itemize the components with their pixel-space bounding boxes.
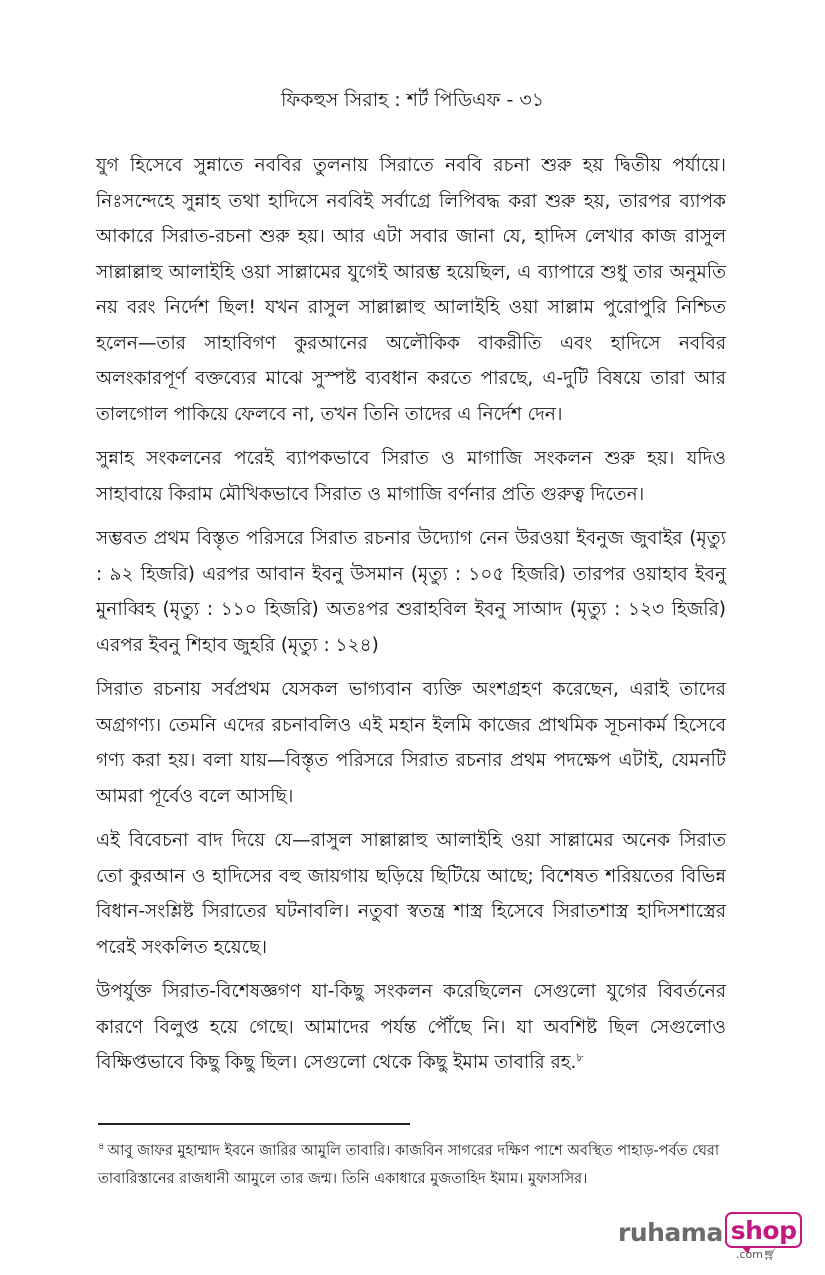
paragraph-4: সিরাত রচনায় সর্বপ্রথম যেসকল ভাগ্যবান ব্যক্তি অংশগ্রহণ করেছেন, এরাই তাদের অগ্রগণ্য। তেমনি এদের রচনাবলিও এই মহান ইলমি কাজের প্রাথমিক সূচনাকর্ম হিসেবে গণ্য করা হয়। বলা যায়—বিস্তৃত পরিসরে সিরাত রচনার প্রথম পদক্ষেপ এটাই, যেমনটি আমরা পূর্বেও বলে আসছি। [96, 679, 726, 807]
paragraph-3: সম্ভবত প্রথম বিস্তৃত পরিসরে সিরাত রচনার উদ্যোগ নেন উরওয়া ইবনুজ জুবাইর (মৃত্যু : ৯২ হিজরি) এরপর আবান ইবনু উসমান (মৃত্যু : ১০৫ হিজরি) তারপর ওয়াহাব ইবনু মুনাব্বিহ (মৃত্যু : ১১০ হিজরি) অতঃপর শুরাহবিল ইবনু সাআদ (মৃত্যু : ১২৩ হিজরি) এরপর ইবনু শিহাব জুহরি (মৃত্যু : ১২৪) [96, 528, 726, 656]
paragraph-6-text: উপর্যুক্ত সিরাত-বিশেষজ্ঞগণ যা-কিছু সংকলন করেছিলেন সেগুলো যুগের বিবর্তনের কারণে বিলুপ্ত হয়ে গেছে। আমাদের পর্যন্ত পৌঁছে নি। যা অবশিষ্ট ছিল সেগুলোও বিক্ষিপ্তভাবে কিছু কিছু ছিল। সেগুলো থেকে কিছু ইমাম তাবারি রহ. [96, 981, 726, 1073]
logo-com-text: .com [736, 1248, 763, 1261]
logo-shop-text: shop [730, 1215, 797, 1245]
footnote-text: আবু জাফর মুহাম্মাদ ইবনে জারির আমুলি তাবারি। কাজবিন সাগরের দক্ষিণ পাশে অবস্থিত পাহাড়-পর্বত ঘেরা তাবারিস্তানের রাজধানী আমুলে তার জন্ম। তিনি একাধারে মুজতাহিদ ইমাম। মুফাসসির। [98, 1143, 720, 1187]
ruhamashop-logo [618, 1212, 802, 1262]
logo-domain-suffix [736, 1248, 777, 1261]
page-header: ফিকহুস সিরাহ : শর্ট পিডিএফ - ৩১ [280, 89, 545, 111]
footnote [98, 1137, 728, 1193]
paragraph-1: যুগ হিসেবে সুন্নাতে নববির তুলনায় সিরাতে নববি রচনা শুরু হয় দ্বিতীয় পর্যায়ে। নিঃসন্দেহে সুন্নাহ তথা হাদিসে নববিই সর্বাগ্রে লিপিবদ্ধ করা শুরু হয়, তারপর ব্যাপক আকারে সিরাত-রচনা শুরু হয়। আর এটা সবার জানা যে, হাদিস লেখার কাজ রাসুল সাল্লাল্লাহু আলাইহি ওয়া সাল্লামের যুগেই আরম্ভ হয়েছিল, এ ব্যাপারে শুধু তার অনুমতি নয় বরং নির্দেশ ছিল! যখন রাসুল সাল্লাল্লাহু আলাইহি ওয়া সাল্লাম পুরোপুরি নিশ্চিত হলেন—তার সাহাবিগণ কুরআনের অলৌকিক বাকরীতি এবং হাদিসে নববির অলংকারপূর্ণ বক্তব্যের মাঝে সুস্পষ্ট ব্যবধান করতে পারছে, এ-দুটি বিষয়ে তারা আর তালগোল পাকিয়ে ফেলবে না, তখন তিনি তাদের এ নির্দেশ দেন। [96, 155, 726, 425]
footnote-reference[interactable]: ৮ [576, 1050, 584, 1064]
paragraph-6 [96, 974, 726, 1081]
footnote-marker: ৪ [98, 1141, 105, 1153]
paragraph-2: সুন্নাহ সংকলনের পরেই ব্যাপকভাবে সিরাত ও মাগাজি সংকলন শুরু হয়। যদিও সাহাবায়ে কিরাম মৌখিকভাবে সিরাত ও মাগাজি বর্ণনার প্রতি গুরুত্ব দিতেন। [96, 448, 726, 505]
footnote-divider [98, 1123, 410, 1125]
paragraph-5: এই বিবেচনা বাদ দিয়ে যে—রাসুল সাল্লাল্লাহু আলাইহি ওয়া সাল্লামের অনেক সিরাত তো কুরআন ও হাদিসের বহু জায়গায় ছড়িয়ে ছিটিয়ে আছে; বিশেষত শরিয়তের বিভিন্ন বিধান-সংশ্লিষ্ট সিরাতের ঘটনাবলি। নতুবা স্বতন্ত্র শাস্ত্র হিসেবে সিরাতশাস্ত্র হাদিসশাস্ত্রের পরেই সংকলিত হয়েছে। [96, 830, 726, 958]
logo-ruhama-text: ruhama [618, 1218, 723, 1247]
cart-icon: 🛒︎ [763, 1248, 777, 1261]
logo-shop-bubble [725, 1212, 803, 1248]
body-text [96, 148, 726, 1090]
